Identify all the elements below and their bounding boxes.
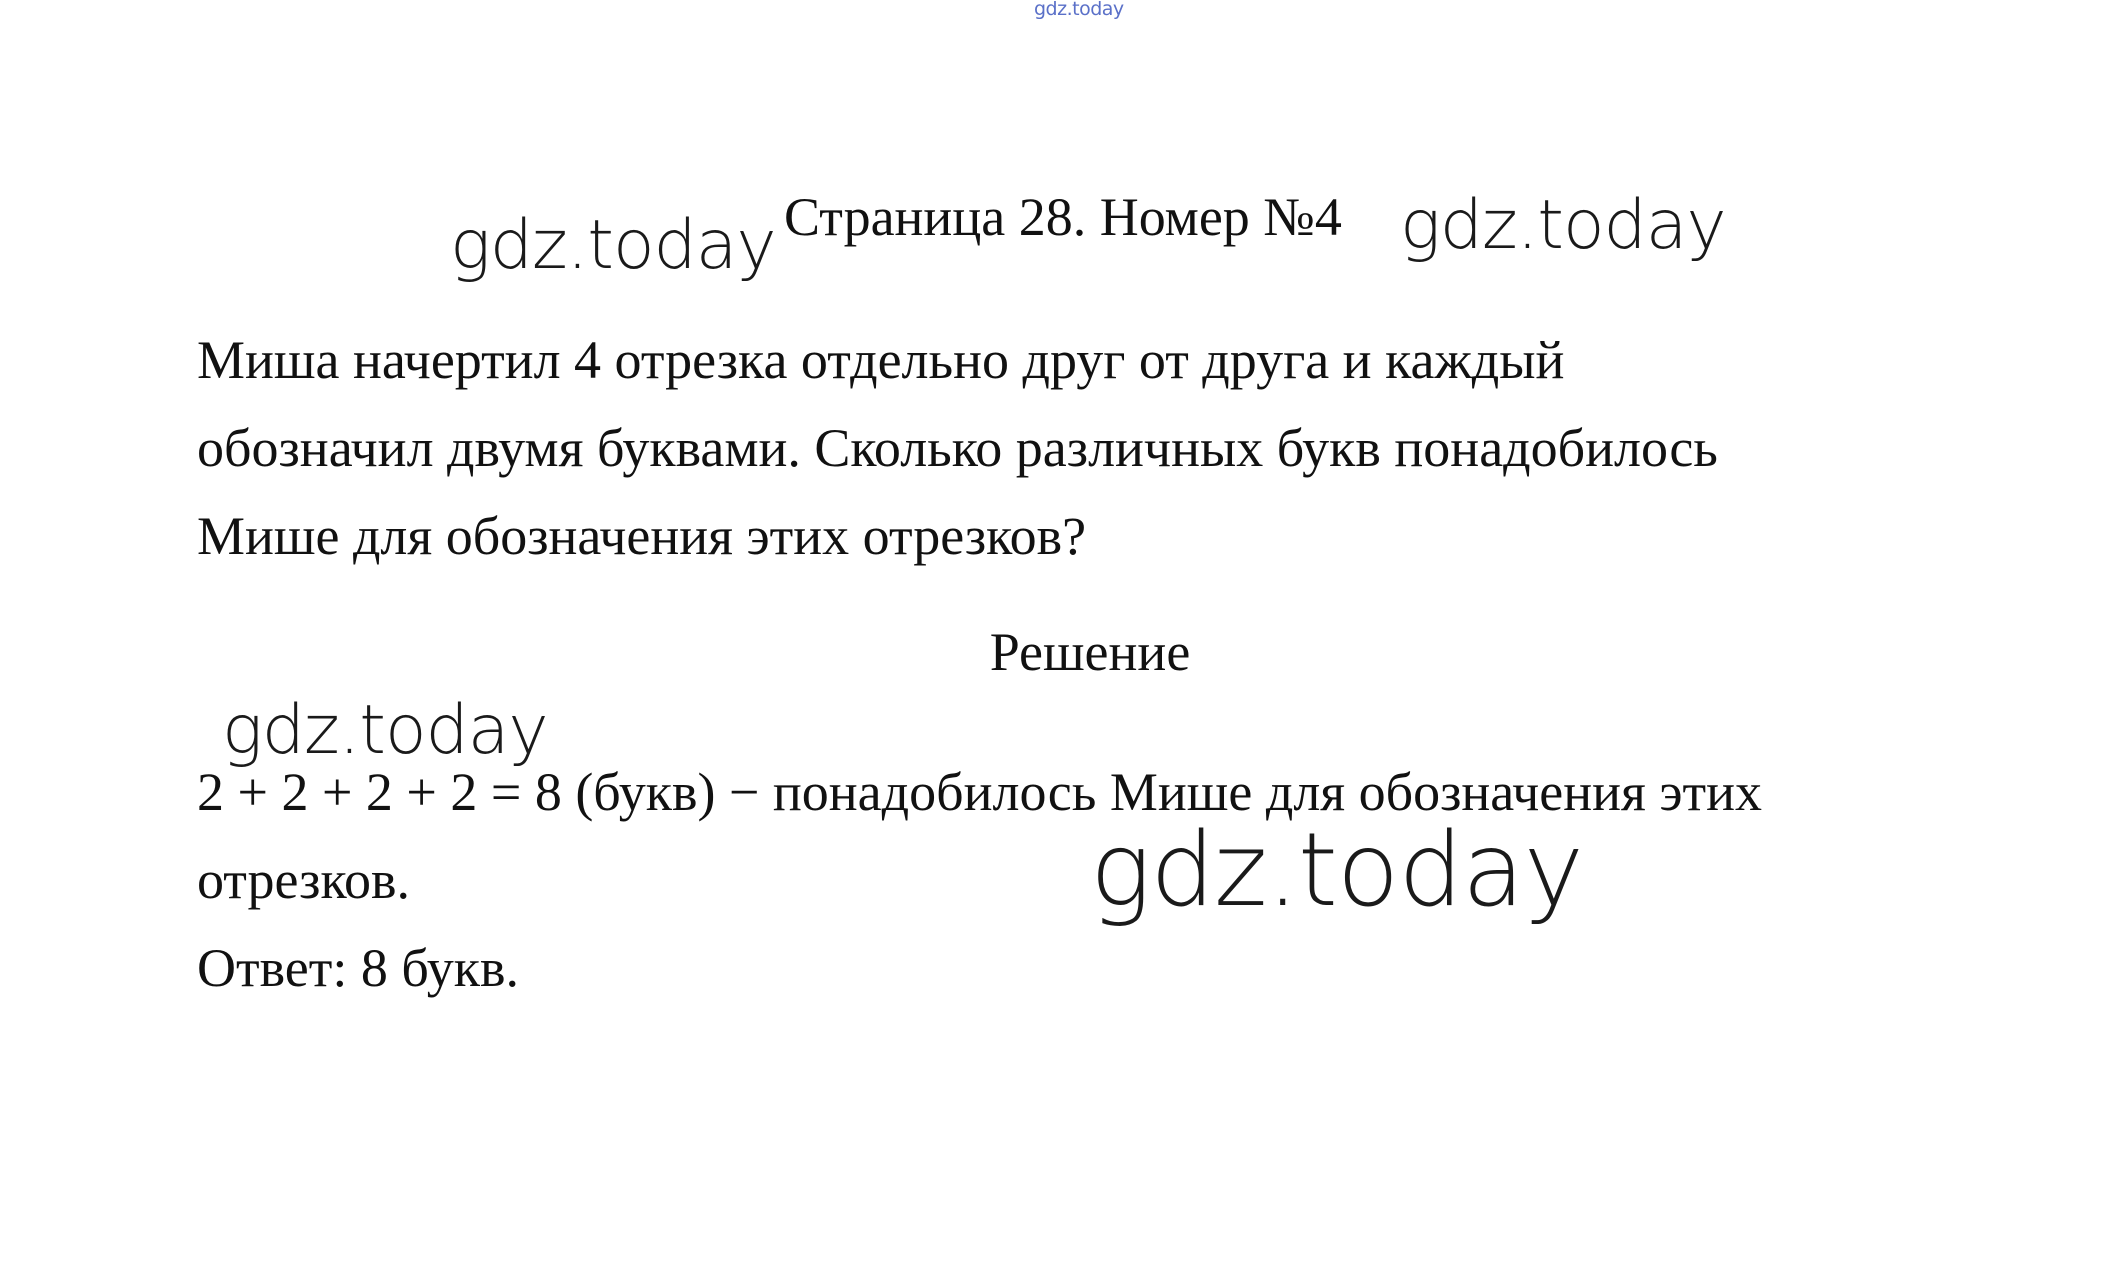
answer-line: Ответ: 8 букв.: [197, 938, 519, 998]
solution-line-1: 2 + 2 + 2 + 2 = 8 (букв) − понадобилось Мише для обозначения этих: [197, 762, 1763, 822]
problem-statement: [197, 316, 1957, 580]
watermark-solution-left: gdz.today: [222, 691, 548, 770]
page-title: Страница 28. Номер №4: [784, 187, 1342, 247]
watermark-title-left: gdz.today: [450, 206, 776, 285]
problem-line-2: обозначил двумя буквами. Сколько различных букв понадобилось: [197, 418, 1718, 478]
problem-line-3: Мише для обозначения этих отрезков?: [197, 506, 1087, 566]
solution-heading: Решение: [989, 622, 1191, 682]
watermark-solution-center: gdz.today: [1090, 811, 1583, 930]
watermark-title-right: gdz.today: [1400, 186, 1726, 265]
solution-line-2: отрезков.: [197, 850, 410, 910]
problem-line-1: Миша начертил 4 отрезка отдельно друг от друга и каждый: [197, 330, 1565, 390]
watermark-top: gdz.today: [1034, 0, 1124, 20]
